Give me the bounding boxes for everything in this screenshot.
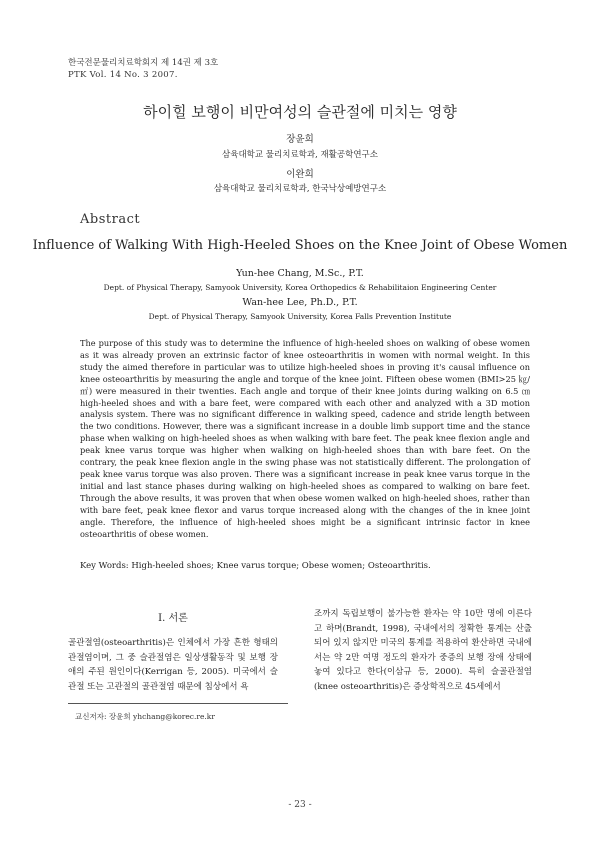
author-kr-1: 장윤희 bbox=[286, 134, 314, 145]
abstract-heading: Abstract bbox=[80, 212, 141, 227]
abstract-body: The purpose of this study was to determine the influence of high-heeled shoes on walking of obese women as it was already proven an extrinsic factor of knee osteoarthritis in women with normal weight. In this study the aimed therefore in particular was to utilize high-heeled shoes in proving it's causal influence on knee osteoarthritis by measuring the angle and torque of the knee joint. Fifteen obese women (BMI>25 ㎏/㎡) were measured in their twenties. Each angle and torque of their knee joints during walking on 6.5 ㎝ high-heeled shoes and with a bare feet, were compared with each other and analyzed with a 3D motion analysis system. There was no significant difference in walking speed, cadence and stride length between the two conditions. However, there was a significant increase in a double limb support time and the stance phase when walking on high-heeled shoes as when walking with bare feet. The peak knee flexion angle and peak knee varus torque was higher when walking on high-heeled shoes than with bare feet. On the contrary, the peak knee flexion angle in the swing phase was not statistically different. The prolongation of peak knee varus torque was also proven. There was a significant increase in peak knee varus torque in the initial and last stance phases during walking on high-heeled shoes as compared to walking on bare feet. Through the above results, it was proven that when obese women walked on high-heeled shoes, rather than with bare feet, peak knee flexor and varus torque increased along with the changes of the in knee joint angle. Therefore, the influence of high-heeled shoes might be a significant intrinsic factor in knee osteoarthritis of obese women. bbox=[80, 338, 530, 539]
corresponding-author-footnote: 교신저자: 장윤희 yhchang@korec.re.kr bbox=[75, 712, 215, 721]
section-heading-introduction: Ⅰ. 서론 bbox=[158, 613, 188, 624]
intro-paragraph-left: 골관절염(osteoarthritis)은 인체에서 가장 흔한 형태의 관절염이며, 그 중 슬관절염은 일상생활동작 및 보행 장애의 주된 원인이다(Kerrigan 등, 2005). 미국에서 슬관절 또는 고관절의 골관절염 때문에 침상에서 욕 bbox=[68, 638, 278, 692]
author-kr-2: 이완희 bbox=[286, 169, 314, 180]
journal-volume-en: PTK Vol. 14 No. 3 2007. bbox=[68, 70, 178, 80]
author-en-1: Yun-hee Chang, M.Sc., P.T. bbox=[236, 268, 364, 279]
author-en-2: Wan-hee Lee, Ph.D., P.T. bbox=[242, 297, 358, 308]
affiliation-kr-2: 삼육대학교 물리치료학과, 한국낙상예방연구소 bbox=[213, 184, 387, 194]
page-number: - 23 - bbox=[288, 800, 312, 810]
footnote-divider bbox=[68, 703, 288, 704]
keywords: Key Words: High-heeled shoes; Knee varus torque; Obese women; Osteoarthritis. bbox=[80, 561, 431, 571]
affiliation-kr-1: 삼육대학교 물리치료학과, 재활공학연구소 bbox=[222, 150, 378, 160]
journal-name-kr: 한국전문물리치료학회지 제 14권 제 3호 bbox=[68, 58, 219, 68]
affiliation-en-2: Dept. of Physical Therapy, Samyook University, Korea Falls Prevention Institute bbox=[148, 312, 452, 321]
paper-title-kr: 하이힐 보행이 비만여성의 슬관절에 미치는 영향 bbox=[143, 103, 457, 121]
paper-title-en: Influence of Walking With High-Heeled Shoes on the Knee Joint of Obese Women bbox=[32, 238, 568, 253]
affiliation-en-1: Dept. of Physical Therapy, Samyook University, Korea Orthopedics & Rehabilitaion Engineering Center bbox=[103, 283, 497, 292]
intro-paragraph-right: 조까지 독립보행이 불가능한 환자는 약 10만 명에 이른다고 하며(Brandt, 1998), 국내에서의 정확한 통계는 산출되어 있지 않지만 미국의 통계를 적용하여 환산하면 국내에서는 약 2만 여명 정도의 환자가 중증의 보행 장애 상태에 놓여 있다고 한다(이삼규 등, 2000). 특히 슬골관절염(knee osteoarthritis)은 증상학적으로 45세에서 bbox=[314, 609, 532, 692]
